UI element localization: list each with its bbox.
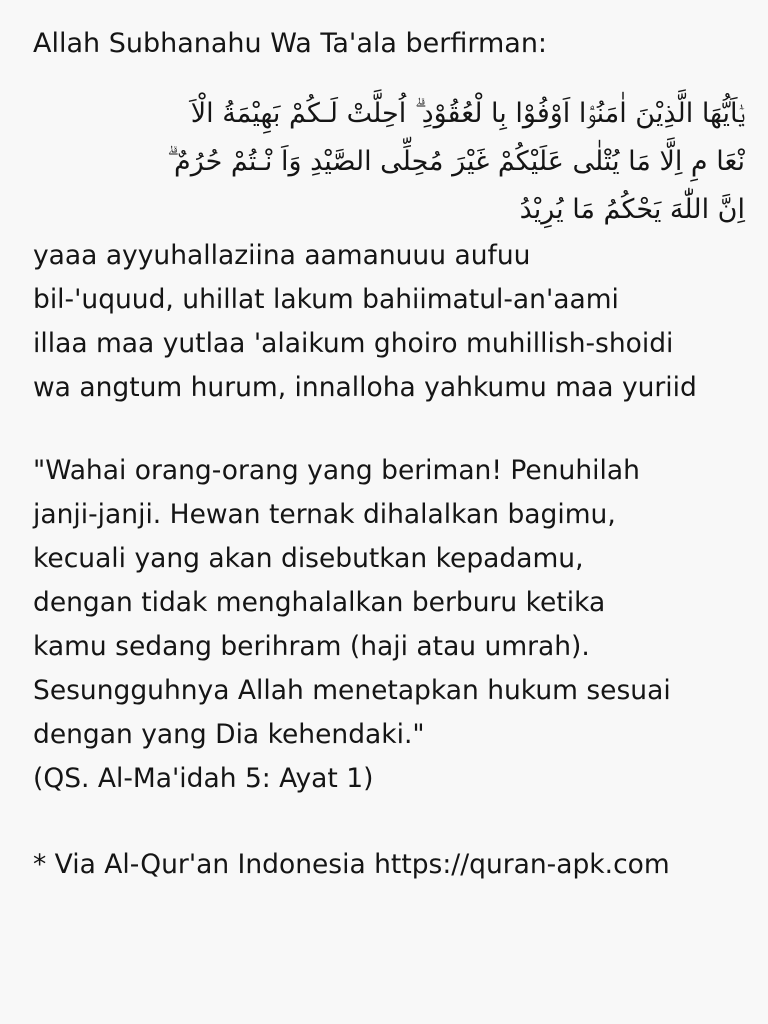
- translation: [33, 449, 745, 801]
- arabic-line-3: اِنَّ اللّٰهَ يَحْكُمُ مَا يُرِيْدُ: [519, 194, 745, 225]
- transliteration-line-2: bil-'uquud, uhillat lakum bahiimatul-an'aami: [33, 284, 619, 315]
- translation-line-2: janji-janji. Hewan ternak dihalalkan bagimu,: [33, 499, 616, 530]
- translation-line-6: Sesungguhnya Allah menetapkan hukum sesuai: [33, 675, 671, 706]
- translation-line-4: dengan tidak menghalalkan berburu ketika: [33, 587, 606, 618]
- arabic-line-2: نْعَا مِ اِلَّا مَا يُتْلٰى عَلَيْكُمْ غَيْرَ مُحِلِّى الصَّيْدِ وَاَ نْـتُمْ حُرُمٌ ۗ: [167, 146, 745, 177]
- source-footer: * Via Al-Qur'an Indonesia https://quran-apk.com: [33, 849, 670, 880]
- translation-line-3: kecuali yang akan disebutkan kepadamu,: [33, 543, 584, 574]
- document-heading: Allah Subhanahu Wa Ta'ala berfirman:: [33, 28, 548, 59]
- verse-reference: (QS. Al-Ma'idah 5: Ayat 1): [33, 763, 374, 794]
- transliteration-line-4: wa angtum hurum, innalloha yahkumu maa yuriid: [33, 372, 697, 403]
- paragraph-gap: [33, 410, 745, 449]
- translation-line-1: "Wahai orang-orang yang beriman! Penuhilah: [33, 455, 640, 486]
- translation-line-7: dengan yang Dia kehendaki.": [33, 719, 425, 750]
- verse-document: [33, 20, 745, 887]
- transliteration-line-3: illaa maa yutlaa 'alaikum ghoiro muhillish-shoidi: [33, 328, 674, 359]
- transliteration-line-1: yaaa ayyuhallaziina aamanuuu aufuu: [33, 240, 531, 271]
- translation-line-5: kamu sedang berihram (haji atau umrah).: [33, 631, 590, 662]
- footer-gap: [33, 801, 745, 843]
- arabic-line-1: يٰۤاَيُّهَا الَّذِيْنَ اٰمَنُوْۤا اَوْفُوْا بِا لْعُقُوْدِ ۗ اُحِلَّتْ لَـكُمْ بَهِيْمَةُ الْاَ: [190, 98, 745, 129]
- transliteration: [33, 234, 745, 410]
- arabic-verse: [33, 90, 745, 234]
